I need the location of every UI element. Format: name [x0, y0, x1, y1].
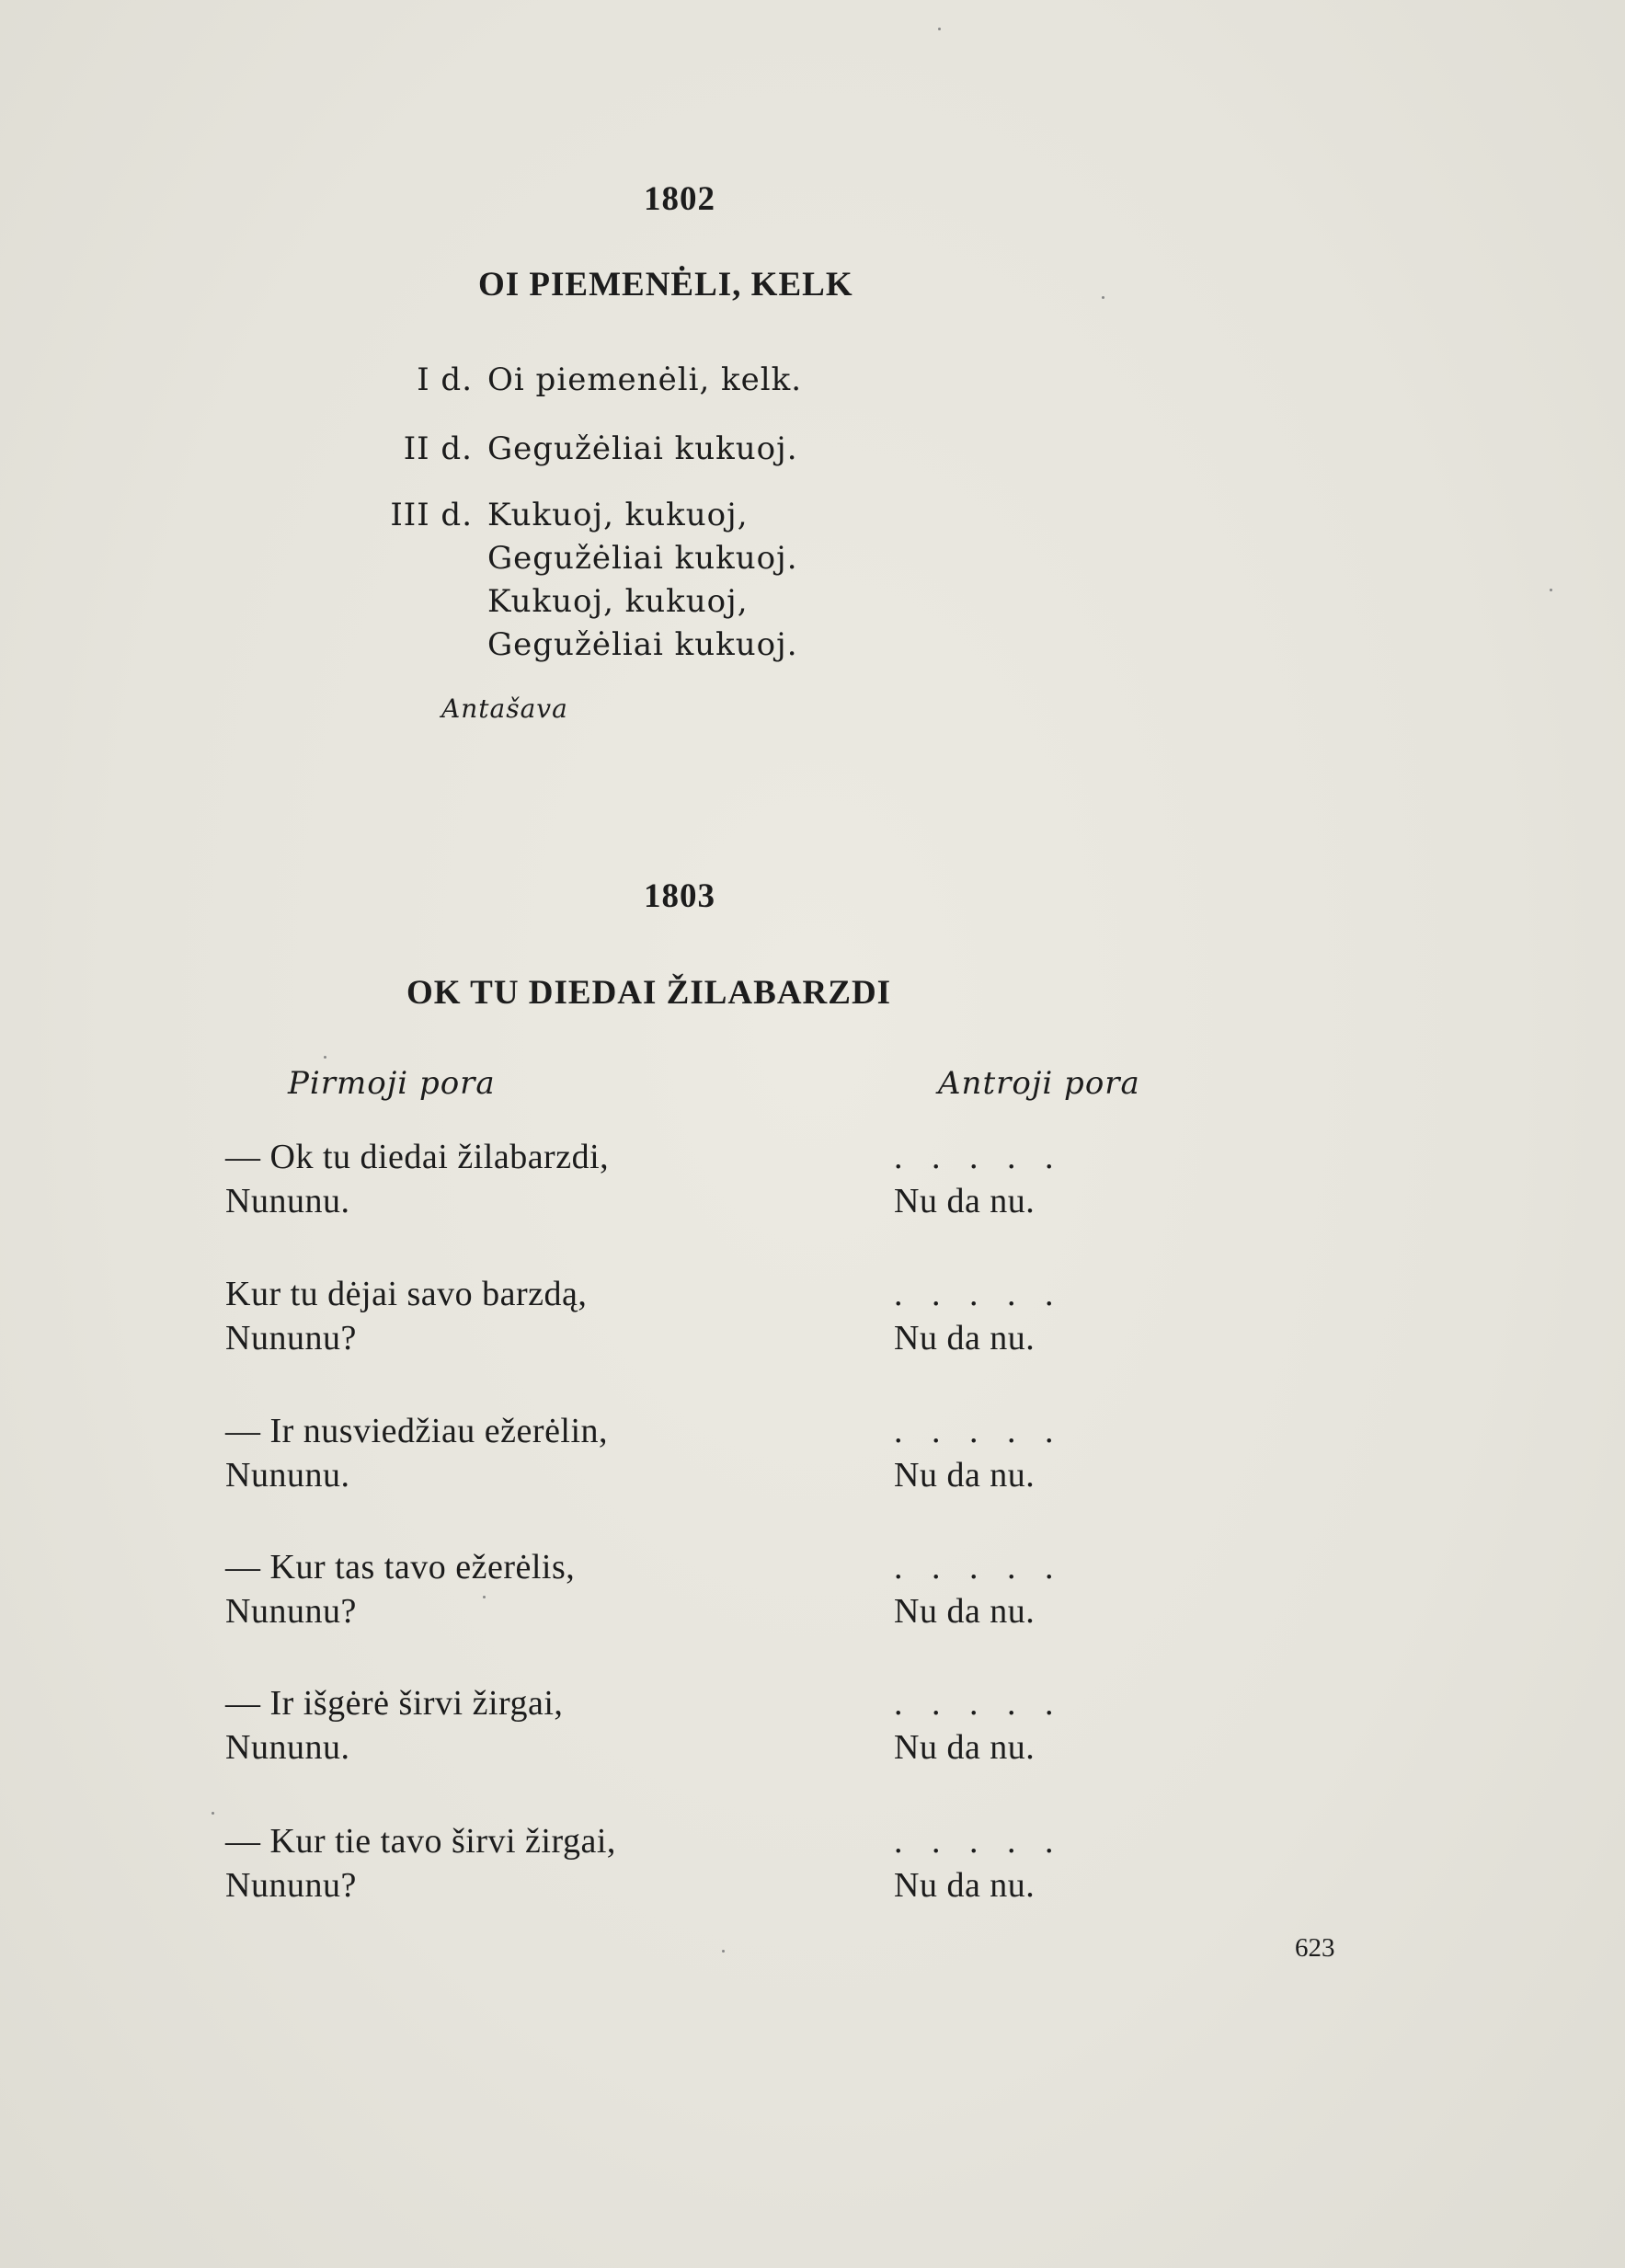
- song-title-1802: OI PIEMENĖLI, KELK: [478, 266, 853, 304]
- song-title-1803: OK TU DIEDAI ŽILABARZDI: [406, 974, 892, 1012]
- stanza-line: — Ir išgėrė širvi žirgai,: [225, 1684, 564, 1723]
- song-number-1802: 1802: [644, 180, 715, 218]
- stanza-line: — Kur tas tavo ežerėlis,: [225, 1548, 576, 1586]
- song-1802-part-3: [373, 494, 798, 667]
- stanza-6: [225, 1819, 616, 1907]
- stanza-5-response: [894, 1681, 1064, 1770]
- verse-line: Gegužėliai kukuoj.: [487, 540, 798, 577]
- recording-place-1802: Antašava: [441, 693, 568, 724]
- refrain-line: Nununu.: [225, 1456, 350, 1495]
- part-label: I d.: [417, 361, 473, 398]
- refrain-line: Nununu.: [225, 1728, 350, 1767]
- page-number: 623: [1295, 1933, 1335, 1963]
- verse-line: Gegužėliai kukuoj.: [487, 626, 798, 663]
- refrain-line: Nununu.: [225, 1182, 350, 1220]
- response-dots: . . . . .: [894, 1822, 1064, 1861]
- stanza-line: Kur tu dėjai savo barzdą,: [225, 1275, 588, 1313]
- refrain-line: Nununu?: [225, 1319, 357, 1357]
- response-line: Nu da nu.: [894, 1592, 1036, 1631]
- column-heading-first-pair: Pirmoji pora: [288, 1065, 496, 1102]
- stanza-4-response: [894, 1545, 1064, 1633]
- stanza-line: — Ok tu diedai žilabarzdi,: [225, 1138, 610, 1176]
- response-dots: . . . . .: [894, 1275, 1064, 1313]
- column-heading-second-pair: Antroji pora: [938, 1065, 1140, 1102]
- verse-line: Kukuoj, kukuoj,: [487, 583, 749, 620]
- verse-line: Kukuoj, kukuoj,: [487, 497, 749, 533]
- part-label: III d.: [390, 497, 473, 533]
- response-dots: . . . . .: [894, 1684, 1064, 1723]
- verse-line: Gegužėliai kukuoj.: [487, 430, 798, 467]
- verse-line: Oi piemenėli, kelk.: [487, 361, 803, 398]
- stanza-2-response: [894, 1272, 1064, 1360]
- song-number-1803: 1803: [644, 877, 715, 915]
- stanza-1-response: [894, 1135, 1064, 1223]
- song-1802-part-2: [373, 428, 798, 471]
- stanza-3-response: [894, 1409, 1064, 1497]
- stanza-3: [225, 1409, 608, 1497]
- stanza-2: [225, 1272, 587, 1360]
- response-line: Nu da nu.: [894, 1182, 1036, 1220]
- response-line: Nu da nu.: [894, 1319, 1036, 1357]
- response-line: Nu da nu.: [894, 1866, 1036, 1905]
- response-line: Nu da nu.: [894, 1456, 1036, 1495]
- stanza-1: [225, 1135, 609, 1223]
- response-line: Nu da nu.: [894, 1728, 1036, 1767]
- part-label: II d.: [403, 430, 473, 467]
- response-dots: . . . . .: [894, 1138, 1064, 1176]
- stanza-line: — Ir nusviedžiau ežerėlin,: [225, 1412, 609, 1450]
- refrain-line: Nununu?: [225, 1592, 357, 1631]
- stanza-line: — Kur tie tavo širvi žirgai,: [225, 1822, 616, 1861]
- response-dots: . . . . .: [894, 1548, 1064, 1586]
- response-dots: . . . . .: [894, 1412, 1064, 1450]
- stanza-6-response: [894, 1819, 1064, 1907]
- stanza-5: [225, 1681, 563, 1770]
- song-1802-part-1: [373, 359, 802, 402]
- stanza-4: [225, 1545, 575, 1633]
- refrain-line: Nununu?: [225, 1866, 357, 1905]
